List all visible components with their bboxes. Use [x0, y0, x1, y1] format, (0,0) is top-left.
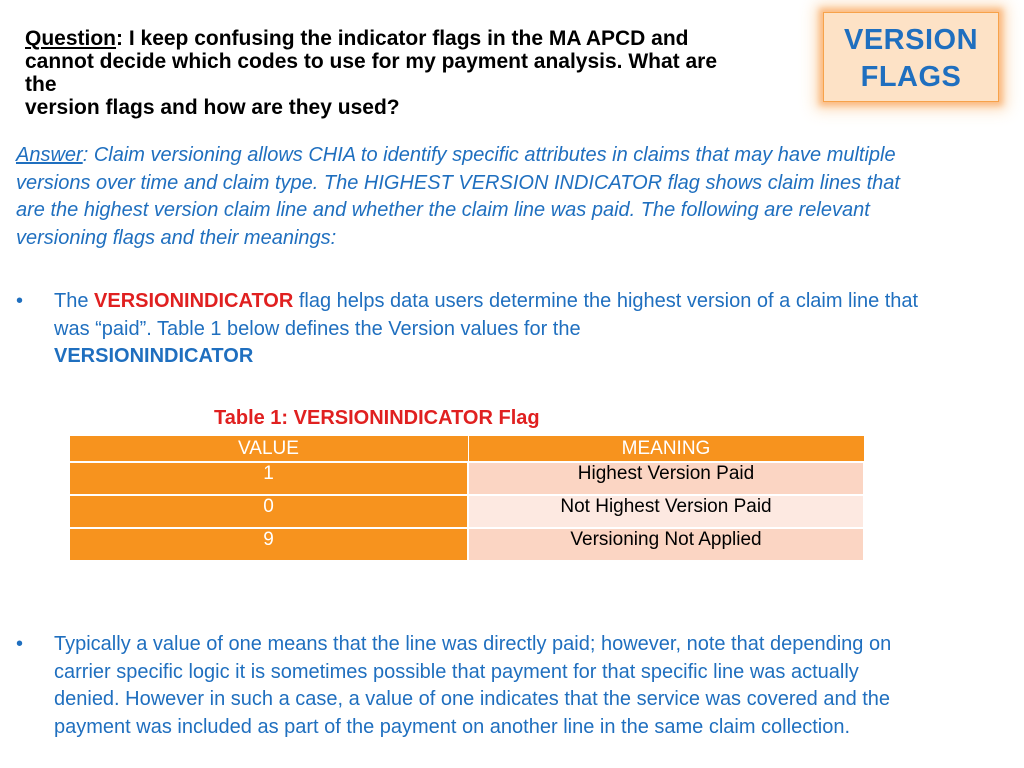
table-row [69, 495, 864, 528]
table-row [69, 528, 864, 561]
header-meaning: MEANING [468, 436, 864, 463]
answer-label: Answer [16, 144, 83, 166]
cell-meaning: Versioning Not Applied [468, 528, 864, 561]
cell-meaning: Highest Version Paid [468, 462, 864, 495]
question-line-3: the [25, 73, 57, 96]
question-label: Question [25, 27, 117, 50]
flag-name-blue: VERSIONINDICATOR [54, 345, 254, 367]
answer-paragraph [16, 142, 916, 252]
answer-text: : Claim versioning allows CHIA to identify specific attributes in claims that may have multiple versions over time and claim type. The HIGHEST VERSION INDICATOR flag shows claim lines that are the highest version claim line and whether the claim line was paid. The following are relevant versioning flags and their meanings: [16, 144, 900, 249]
bullet-text [54, 288, 926, 371]
badge-line-2: FLAGS [860, 61, 962, 93]
table-title: Table 1: VERSIONINDICATOR Flag [214, 407, 540, 429]
bullet-version-indicator [16, 288, 926, 371]
version-indicator-table [68, 435, 865, 562]
question-block [25, 27, 825, 119]
badge-line-1: VERSION [843, 24, 979, 56]
question-line-1 [25, 27, 825, 50]
bullet-dot: • [16, 633, 24, 655]
question-line-4: version flags and how are they used? [25, 96, 400, 119]
cell-value: 1 [69, 462, 468, 495]
question-text-1: : I keep confusing the indicator flags in the MA APCD and [116, 27, 689, 50]
header-value: VALUE [69, 436, 468, 463]
cell-value: 9 [69, 528, 468, 561]
bullet-typical-value [16, 631, 926, 741]
bullet-dot: • [16, 290, 24, 312]
bullet-middle: flag helps data users determine the highest version of a claim line that was “paid”. Table 1 below defines the Version values for the [54, 290, 919, 340]
question-line-2: cannot decide which codes to use for my payment analysis. What are [25, 50, 718, 73]
bullet-prefix: The [54, 290, 95, 312]
table-row [69, 462, 864, 495]
version-flags-badge [823, 12, 999, 102]
table-header-row [69, 436, 864, 463]
bullet-text: Typically a value of one means that the line was directly paid; however, note that depending on carrier specific logic it is sometimes possible that payment for that specific line was actually denied. However in such a case, a value of one indicates that the service was covered and the payment was included as part of the payment on another line in the same claim collection. [54, 633, 892, 738]
flag-name-red: VERSIONINDICATOR [94, 290, 294, 312]
cell-value: 0 [69, 495, 468, 528]
cell-meaning: Not Highest Version Paid [468, 495, 864, 528]
